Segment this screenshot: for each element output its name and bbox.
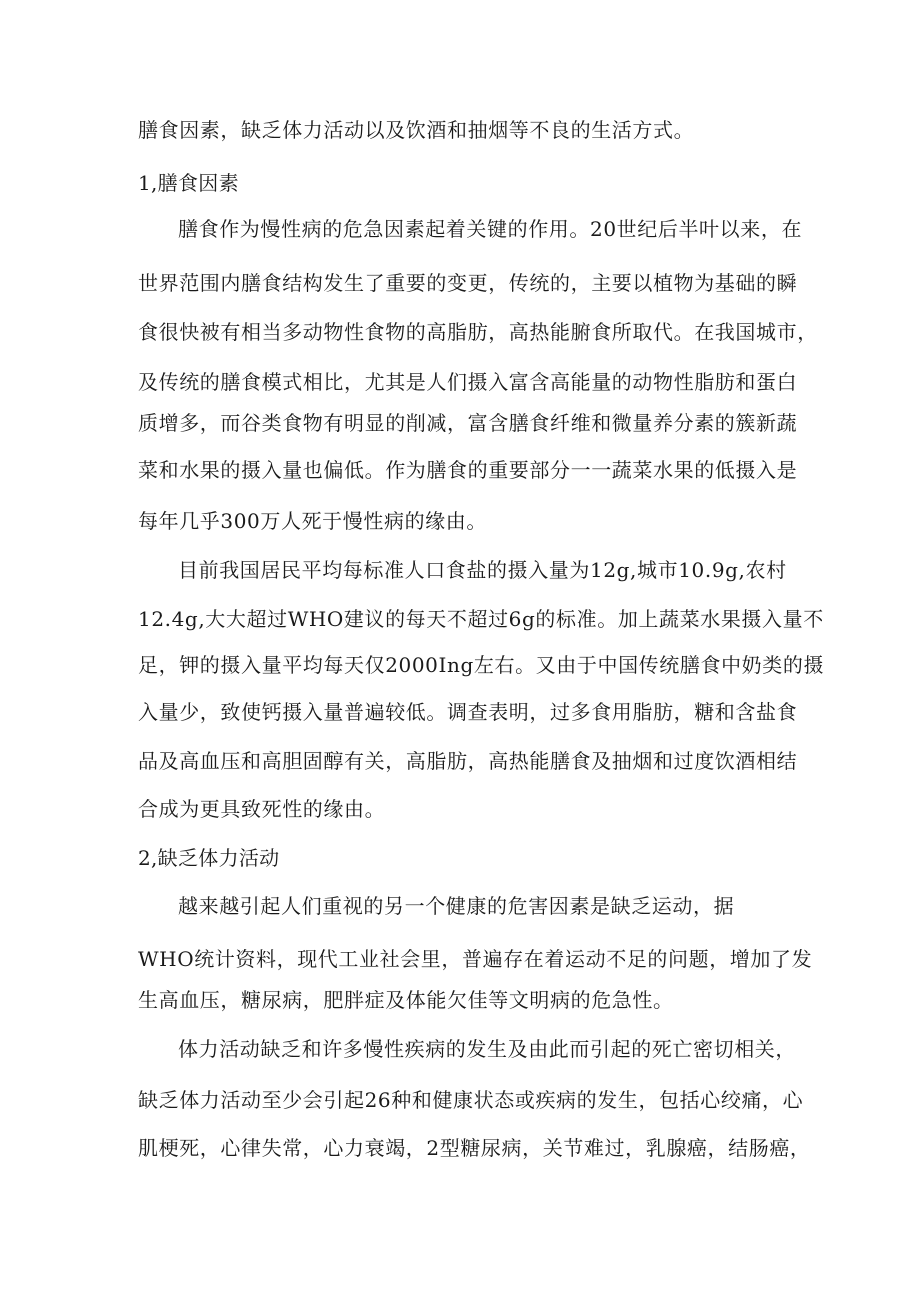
text-line: 品及高血压和高胆固醇有关，高脂肪，高热能膳食及抽烟和过度饮酒相结 [138,749,798,773]
text-line: 及传统的膳食模式相比，尤其是人们摄入富含高能量的动物性脂肪和蛋白 [138,370,798,394]
text-line: 合成为更具致死性的缘由。 [138,797,386,821]
text-line: 膳食因素，缺乏体力活动以及饮酒和抽烟等不良的生活方式。 [138,118,695,142]
text-line: 越来越引起人们重视的另一个健康的危害因素是缺乏运动，据 [178,894,735,918]
text-line: 12.4g,大大超过WHO建议的每天不超过6g的标准。加上蔬菜水果摄入量不 [138,607,824,631]
text-line: 食很快被有相当多动物性食物的高脂肪，高热能腑食所取代。在我国城市， [138,320,818,344]
text-line: 入量少，致使钙摄入量普遍较低。调查表明，过多食用脂肪，糖和含盐食 [138,700,798,724]
text-line: 肌梗死，心律失常，心力衰竭，2型糖尿病，关节难过，乳腺癌，结肠癌， [138,1136,811,1160]
text-line: 世界范围内膳食结构发生了重要的变更，传统的，主要以植物为基础的瞬 [138,271,798,295]
text-line: WHO统计资料，现代工业社会里，普遍存在着运动不足的问题，增加了发 [138,947,813,971]
text-line: 生高血压，糖尿病，肥胖症及体能欠佳等文明病的危急性。 [138,988,674,1012]
text-line: 质增多，而谷类食物有明显的削减，富含膳食纤维和微量养分素的簇新蔬 [138,411,798,435]
text-line: 缺乏体力活动至少会引起26种和健康状态或疾病的发生，包括心绞痛，心 [138,1088,804,1112]
text-line: 目前我国居民平均每标准人口食盐的摄入量为12g,城市10.9g,农村 [178,558,787,582]
text-line: 足，钾的摄入量平均每天仅2000Ing左右。又由于中国传统膳食中奶类的摄 [138,653,825,677]
section-heading-physical-activity: 2,缺乏体力活动 [138,846,280,870]
text-line: 每年几乎300万人死于慢性病的缘由。 [138,509,487,533]
text-line: 体力活动缺乏和许多慢性疾病的发生及由此而引起的死亡密切相关， [178,1037,796,1061]
text-line: 膳食作为慢性病的危急因素起着关键的作用。20世纪后半叶以来，在 [178,217,803,241]
section-heading-diet: 1,膳食因素 [138,171,239,195]
text-line: 菜和水果的摄入量也偏低。作为膳食的重要部分一一蔬菜水果的低摄入是 [138,458,798,482]
